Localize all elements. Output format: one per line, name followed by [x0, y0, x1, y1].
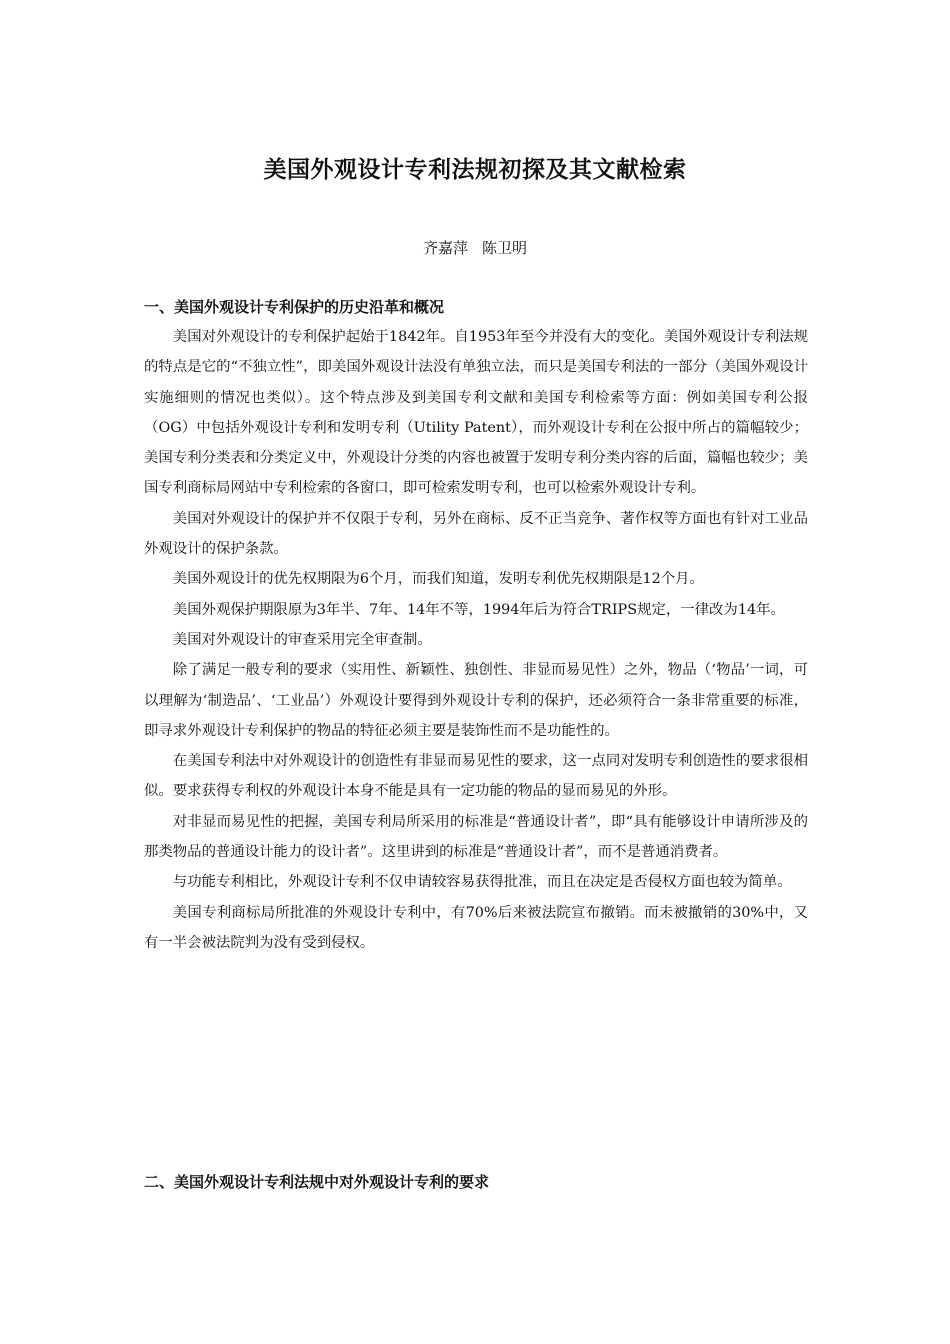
author-name: 齐嘉萍 — [422, 239, 468, 257]
paragraph: 对非显而易见性的把握，美国专利局所采用的标准是“普通设计者”，即“具有能够设计申请所涉及的那类物品的普通设计能力的设计者”。这里讲到的标准是“普通设计者”，而不是普通消费者。 — [144, 813, 808, 861]
section-heading: 二、美国外观设计专利法规中对外观设计专利的要求 — [144, 1173, 490, 1191]
document-title: 美国外观设计专利法规初探及其文献检索 — [263, 157, 687, 183]
paragraph: 美国专利商标局所批准的外观设计专利中，有70%后来被法院宣布撤销。而未被撤销的30%中，又有一半会被法院判为没有受到侵权。 — [144, 904, 808, 951]
paragraph: 美国外观设计的优先权期限为6个月，而我们知道，发明专利优先权期限是12个月。 — [172, 571, 704, 588]
section-heading: 一、美国外观设计专利保护的历史沿革和概况 — [144, 298, 445, 316]
section-1 — [144, 292, 808, 958]
paragraph: 美国外观保护期限原为3年半、7年、14年不等，1994年后为符合TRIPS规定，一律改为14年。 — [172, 601, 785, 618]
author-name: 陈卫明 — [482, 239, 528, 257]
paragraph: 美国对外观设计的审查采用完全审查制。 — [172, 631, 432, 648]
paragraph: 除了满足一般专利的要求（实用性、新颖性、独创性、非显而易见性）之外，物品（‘物品’一词，可以理解为‘制造品’、‘工业品’）外观设计要得到外观设计专利的保护，还必须符合一条非常重要的标准，即寻求外观设计专利保护的物品的特征必须主要是装饰性而不是功能性的。 — [144, 662, 808, 739]
authors-line — [0, 236, 950, 260]
paragraph: 在美国专利法中对外观设计的创造性有非显而易见性的要求，这一点同对发明专利创造性的要求很相似。要求获得专利权的外观设计本身不能是具有一定功能的物品的显而易见的外形。 — [144, 753, 808, 800]
paragraph: 美国对外观设计的专利保护起始于1842年。自1953年至今并没有大的变化。美国外观设计专利法规的特点是它的“不独立性”，即美国外观设计法没有单独立法，而只是美国专利法的一部分（美国外观设计实施细则的情况也类似）。这个特点涉及到美国专利文献和美国专利检索等方面：例如美国专利公报（OG）中包括外观设计专利和发明专利（Utility Patent），而外观设计专利在公报中所占的篇幅较少；美国专利分类表和分类定义中，外观设计分类的内容也被置于发明专利分类内容的后面，篇幅也较少；美国专利商标局网站中专利检索的各窗口，即可检索发明专利，也可以检索外观设计专利。 — [144, 329, 808, 497]
paragraph: 美国对外观设计的保护并不仅限于专利，另外在商标、反不正当竞争、著作权等方面也有针对工业品外观设计的保护条款。 — [144, 510, 808, 558]
paragraph: 与功能专利相比，外观设计专利不仅申请较容易获得批准，而且在决定是否侵权方面也较为简单。 — [172, 874, 792, 891]
section-2 — [144, 1167, 808, 1197]
